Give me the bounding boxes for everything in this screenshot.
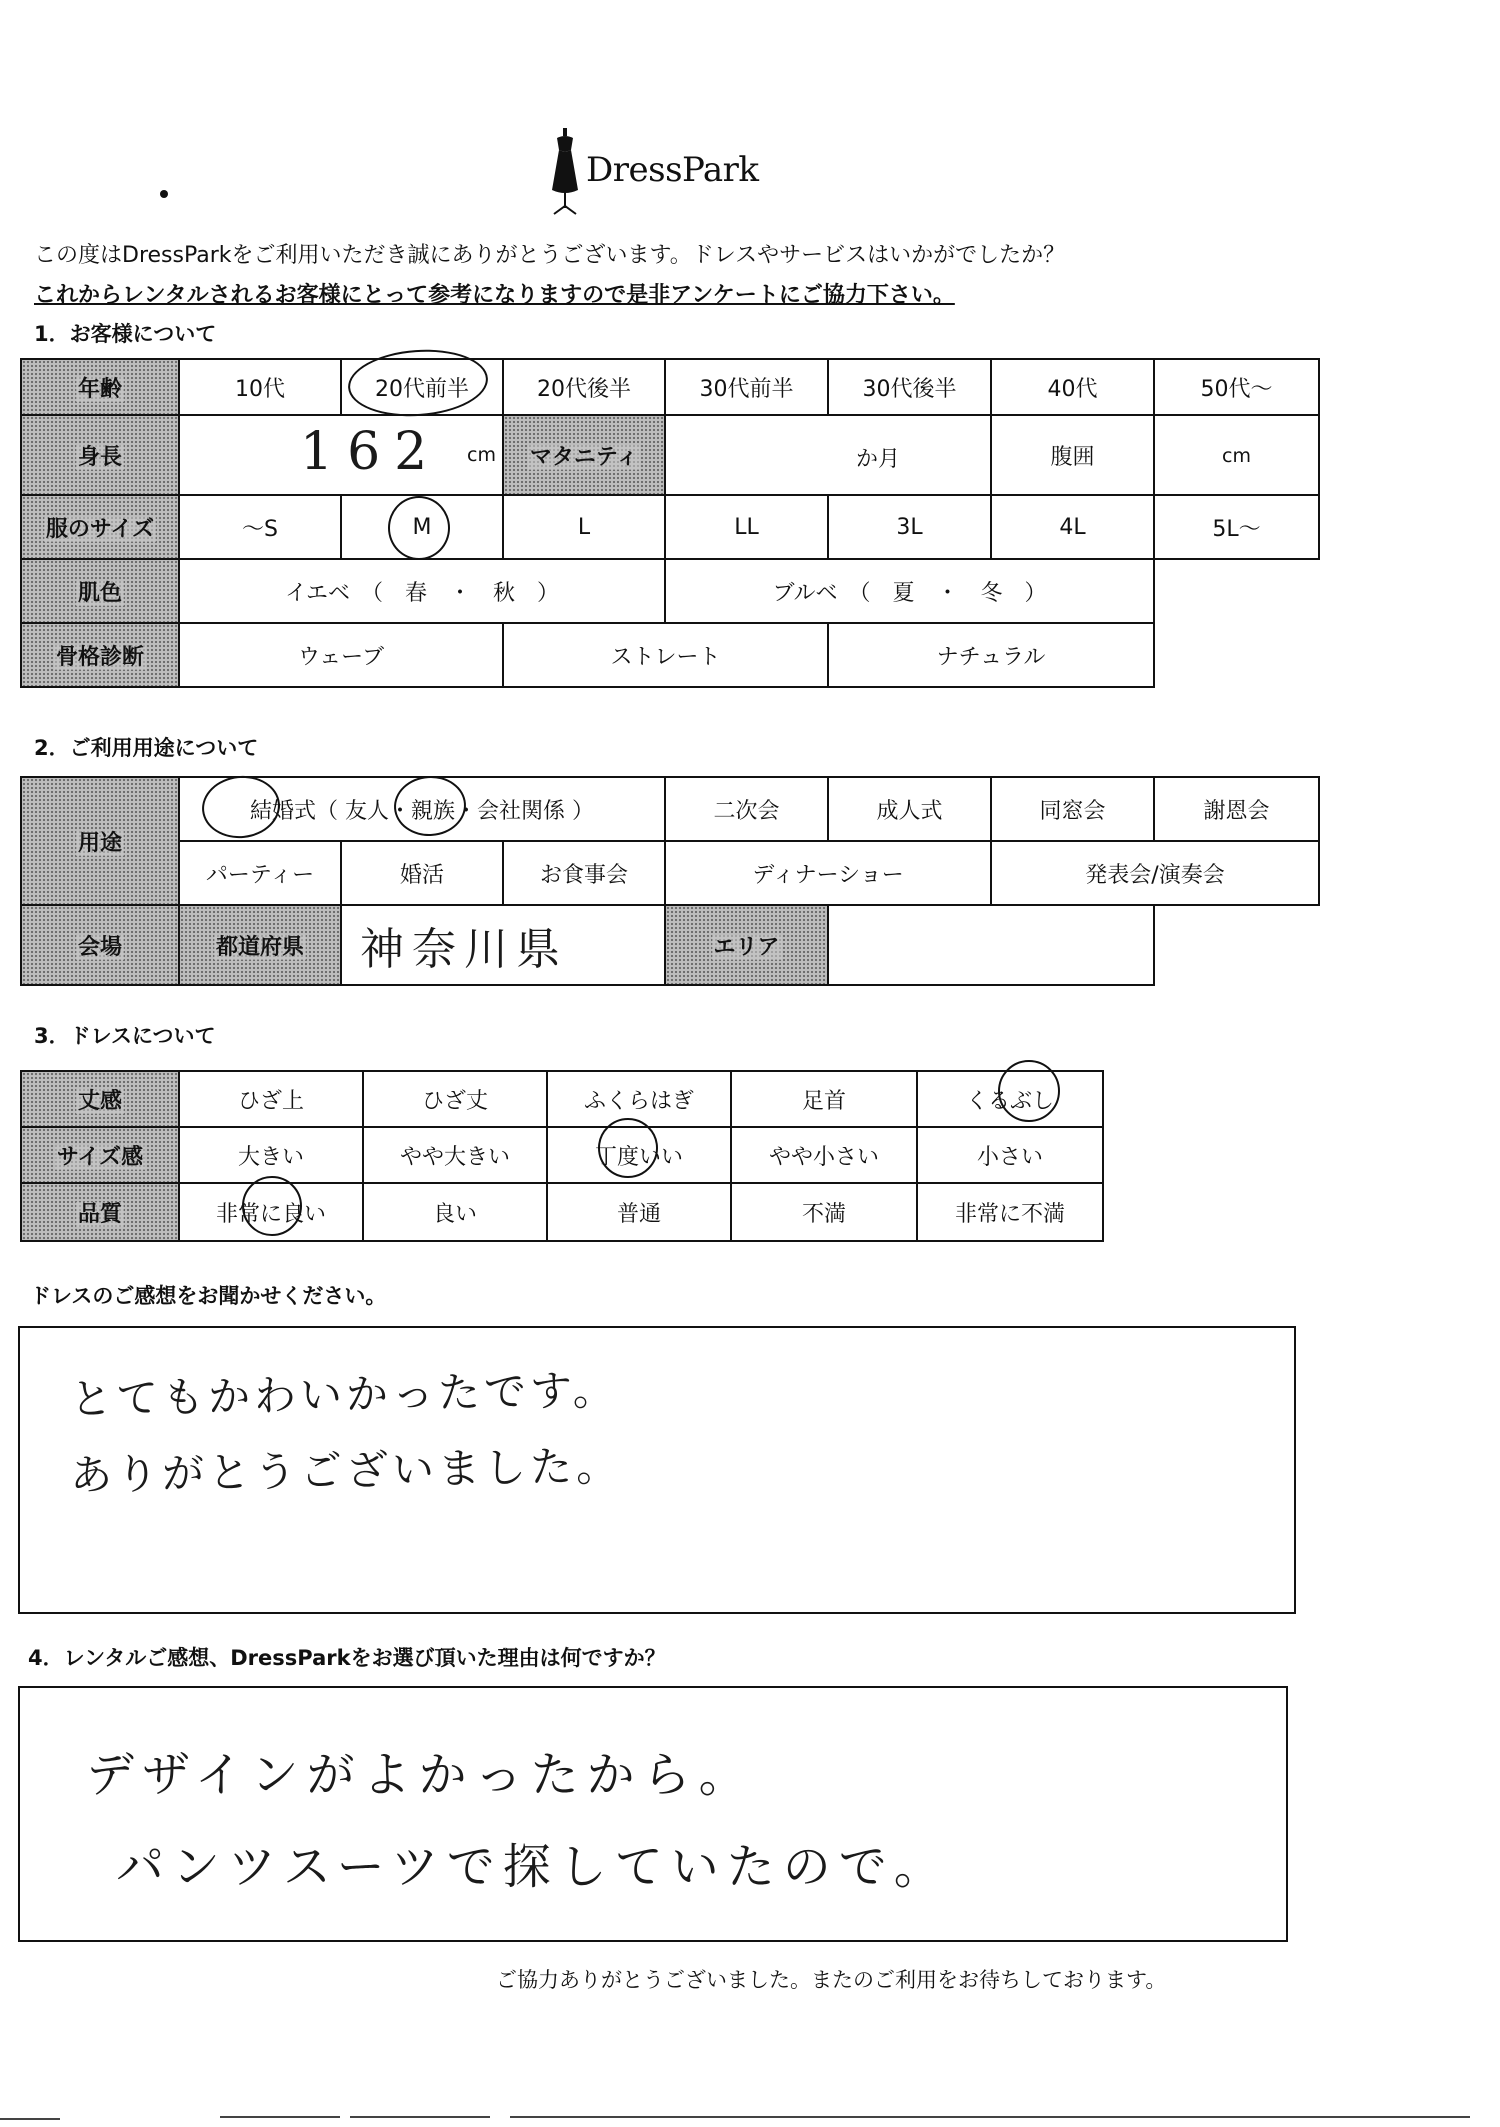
height-label: 身長 [21,415,179,495]
body-type-option[interactable]: ウェーブ [179,623,503,687]
size-option[interactable]: ～S [179,495,341,559]
section-3-title: 3．ドレスについて [34,1024,216,1048]
section-4-title: 4．レンタルご感想、DressParkをお選び頂いた理由は何ですか？ [28,1646,666,1670]
size-option[interactable]: 5L～ [1154,495,1319,559]
closing-message: ご協力ありがとうございました。またのご利用をお待ちしております。 [496,1968,1167,1992]
skin-option-yellow[interactable]: イエベ （ 春 ・ 秋 ） [179,559,665,623]
quality-label: 品質 [21,1183,179,1241]
area-field[interactable] [828,905,1154,985]
age-option-selected[interactable]: 20代前半 [341,359,503,415]
height-unit: cm [467,444,496,466]
quality-option[interactable]: 非常に不満 [917,1183,1103,1241]
intro-line-2: これからレンタルされるお客様にとって参考になりますので是非アンケートにご協力下さい。 [34,283,955,308]
purpose-option[interactable]: 成人式 [828,777,991,841]
purpose-option[interactable]: 同窓会 [991,777,1154,841]
height-value: 162 [300,422,442,482]
length-option[interactable]: 足首 [731,1071,917,1127]
waist-field[interactable] [1154,415,1319,495]
rental-comment-line-1: デザインがよかったから。 [86,1747,755,1803]
fit-label: サイズ感 [21,1127,179,1183]
purpose-option[interactable]: ディナーショー [665,841,991,905]
age-option[interactable]: 30代前半 [665,359,828,415]
body-type-option[interactable]: ナチュラル [828,623,1154,687]
footer-divider [0,2118,60,2120]
dress-comment-box[interactable] [18,1326,1296,1614]
intro-line-1: この度はDressParkをご利用いただき誠にありがとうございます。ドレスやサービスはいかがでしたか？ [34,243,1066,268]
usage-table [20,776,1320,986]
size-label: 服のサイズ [21,495,179,559]
maternity-unit: か月 [856,447,901,472]
purpose-option[interactable]: 謝恩会 [1154,777,1319,841]
fit-option-selected[interactable]: 丁度いい [547,1127,731,1183]
waist-label: 腹囲 [991,415,1154,495]
size-option[interactable]: LL [665,495,828,559]
height-field[interactable] [179,415,503,495]
footer-divider [510,2116,1470,2118]
purpose-option[interactable]: お食事会 [503,841,665,905]
quality-option[interactable]: 不満 [731,1183,917,1241]
maternity-field[interactable] [665,415,991,495]
purpose-option[interactable]: 二次会 [665,777,828,841]
purpose-wedding[interactable]: 結婚式（ 友人・親族・会社関係 ） [179,777,665,841]
age-option[interactable]: 10代 [179,359,341,415]
length-option[interactable]: ひざ上 [179,1071,363,1127]
age-option[interactable]: 50代～ [1154,359,1319,415]
quality-option-selected[interactable]: 非常に良い [179,1183,363,1241]
size-option-selected[interactable]: M [341,495,503,559]
dress-comment-line-2: ありがとうございました。 [69,1441,623,1500]
waist-unit: cm [1222,444,1251,467]
purpose-option[interactable]: 婚活 [341,841,503,905]
quality-option[interactable]: 良い [363,1183,547,1241]
dress-table [20,1070,1104,1242]
fit-option[interactable]: やや小さい [731,1127,917,1183]
age-label: 年齢 [21,359,179,415]
purpose-option[interactable]: 発表会/演奏会 [991,841,1319,905]
maternity-label: マタニティ [503,415,665,495]
body-type-label: 骨格診断 [21,623,179,687]
customer-table [20,358,1320,688]
dress-comment-prompt: ドレスのご感想をお聞かせください。 [30,1284,387,1308]
prefecture-label: 都道府県 [179,905,341,985]
dresspark-logo [548,128,788,218]
purpose-label: 用途 [21,777,179,905]
age-option[interactable]: 40代 [991,359,1154,415]
fit-option[interactable]: 大きい [179,1127,363,1183]
length-option[interactable]: ひざ丈 [363,1071,547,1127]
length-option-selected[interactable]: くるぶし [917,1071,1103,1127]
logo-text: DressPark [586,150,759,190]
body-type-option[interactable]: ストレート [503,623,828,687]
age-option[interactable]: 30代後半 [828,359,991,415]
fit-option[interactable]: やや大きい [363,1127,547,1183]
prefecture-field[interactable] [341,905,665,985]
purpose-option[interactable]: パーティー [179,841,341,905]
section-1-title: 1．お客様について [34,322,217,346]
dress-comment-line-1: とてもかわいかったです。 [69,1365,620,1424]
size-option[interactable]: 4L [991,495,1154,559]
quality-option[interactable]: 普通 [547,1183,731,1241]
size-option[interactable]: L [503,495,665,559]
length-label: 丈感 [21,1071,179,1127]
skin-option-blue[interactable]: ブルベ （ 夏 ・ 冬 ） [665,559,1154,623]
section-2-title: 2．ご利用用途について [34,736,259,760]
footer-divider [350,2116,490,2118]
scan-dot [160,190,168,198]
skin-label: 肌色 [21,559,179,623]
age-option[interactable]: 20代後半 [503,359,665,415]
fit-option[interactable]: 小さい [917,1127,1103,1183]
area-label: エリア [665,905,828,985]
rental-comment-line-2: パンツスーツで探していたので。 [116,1839,950,1895]
dress-form-icon [548,128,582,216]
rental-comment-box[interactable] [18,1686,1288,1942]
size-option[interactable]: 3L [828,495,991,559]
length-option[interactable]: ふくらはぎ [547,1071,731,1127]
footer-divider [220,2116,340,2118]
venue-label: 会場 [21,905,179,985]
prefecture-value: 神奈川県 [360,924,568,975]
